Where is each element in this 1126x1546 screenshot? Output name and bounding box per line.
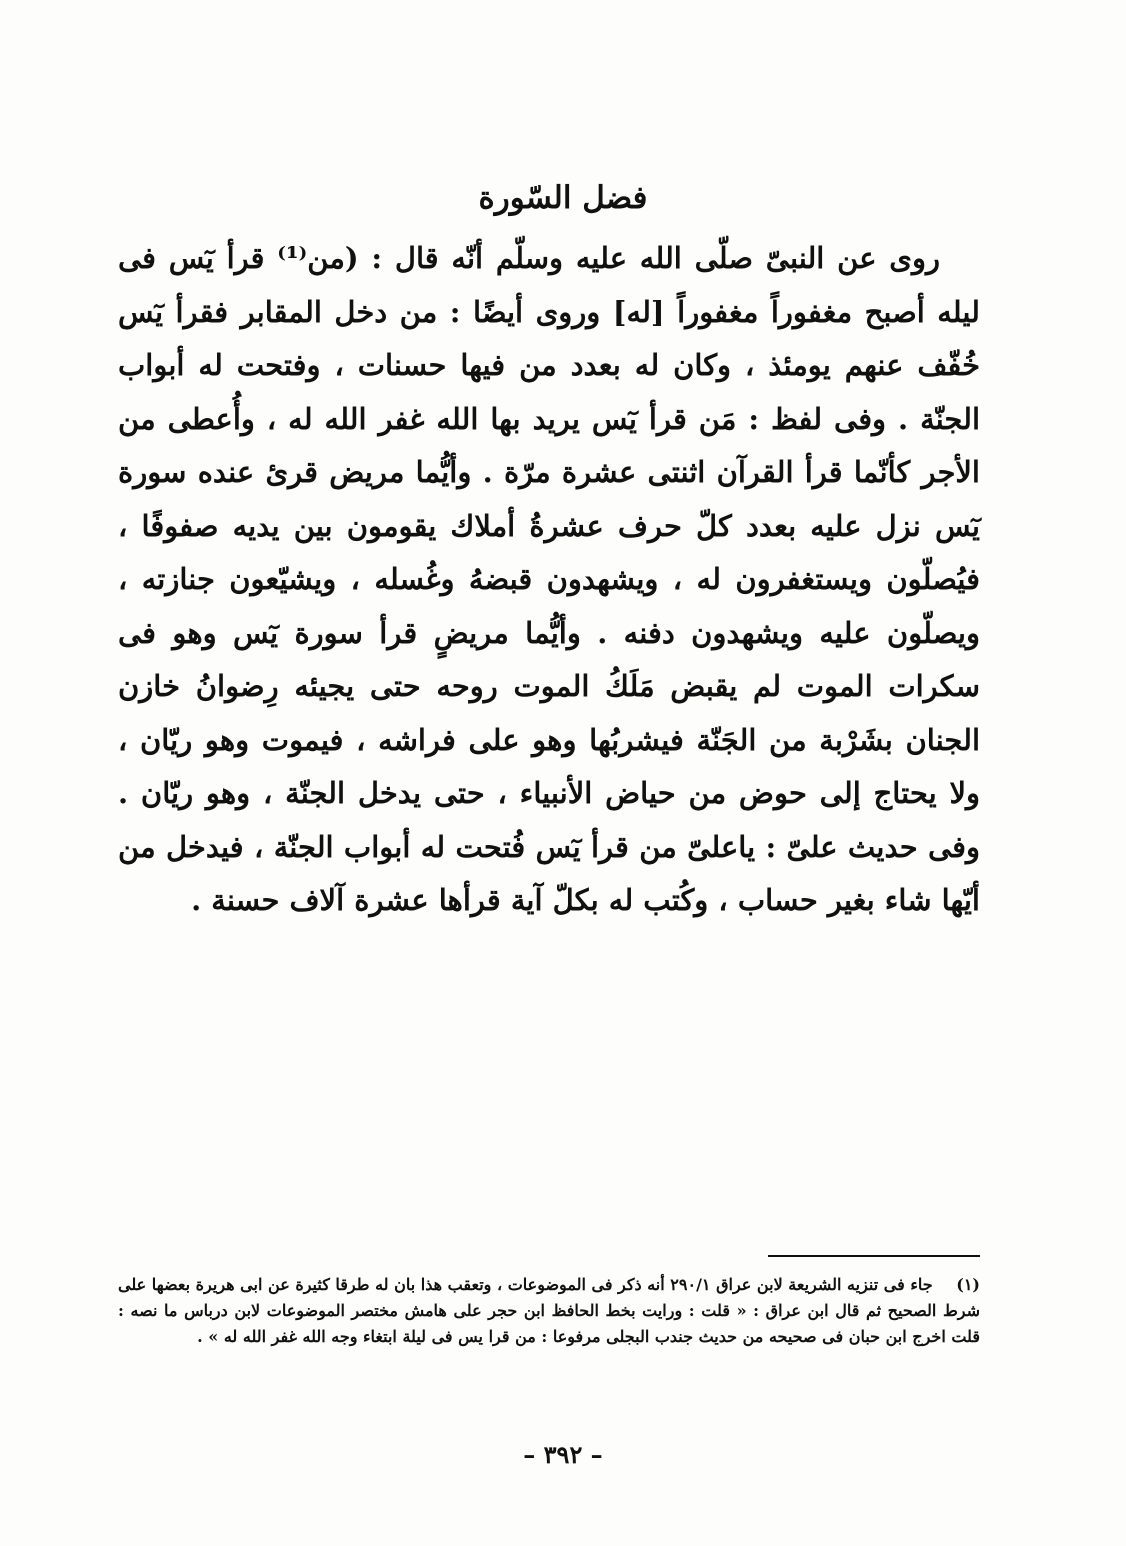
footnotes <box>118 1272 980 1350</box>
page-number: – ٣٩٢ – <box>523 1440 603 1469</box>
section-title: فضل السّورة <box>478 180 648 216</box>
footnote-text: جاء فى تنزيه الشريعة لابن عراق ٢٩٠/١ أنه ذكر فى الموضوعات ، وتعقب هذا بان له طرقا كثيرة عن ابى هريرة بعضها على شرط الصحيح ثم قال ابن عراق : « قلت : ورايت بخط الحافظ ابن حجر على هامش مختصر الموضوعات لابن درباس ما نصه : قلت اخرج ابن حبان فى صحيحه من حديث جندب البجلى مرفوعا : من قرا يس فى ليلة ابتغاء وجه الله غفر الله له » . <box>118 1275 980 1346</box>
footnote-separator <box>768 1255 980 1257</box>
footnote-1 <box>118 1272 980 1350</box>
main-text <box>118 232 980 928</box>
footnote-marker: (١) <box>956 1275 980 1294</box>
body-paragraph: روى عن النبىّ صلّى الله عليه وسلّم أنّه قال : (من⁽¹⁾ قرأ يٓس فى ليله أصبح مغفوراً مغفوراً [له] وروى أيضًا : من دخل المقابر فقرأ يٓس خُفّف عنهم يومئذ ، وكان له بعدد من فيها حسنات ، وفتحت له أبواب الجنّة . وفى لفظ : مَن قرأ يٓس يريد بها الله غفر الله له ، وأُعطى من الأجر كأنّما قرأ القرآن اثنتى عشرة مرّة . وأيُّما مريض قرئ عنده سورة يٓس نزل عليه بعدد كلّ حرف عشرةُ أملاك يقومون بين يديه صفوفًا ، فيُصلّون ويستغفرون له ، ويشهدون قبضهُ وغُسله ، ويشيّعون جنازته ، ويصلّون عليه ويشهدون دفنه . وأيُّما مريضٍ قرأ سورة يٓس وهو فى سكرات الموت لم يقبض مَلَكُ الموت روحه حتى يجيئه رِضوانُ خازن الجنان بشَرْبة من الجَنّة فيشربُها وهو على فراشه ، فيموت وهو ريّان ، ولا يحتاج إلى حوض من حياض الأنبياء ، حتى يدخل الجنّة ، وهو ريّان . وفى حديث علىّ : ياعلىّ من قرأ يٓس فُتحت له أبواب الجنّة ، فيدخل من أيّها شاء بغير حساب ، وكُتب له بكلّ آية قرأها عشرة آلاف حسنة . <box>118 241 980 917</box>
